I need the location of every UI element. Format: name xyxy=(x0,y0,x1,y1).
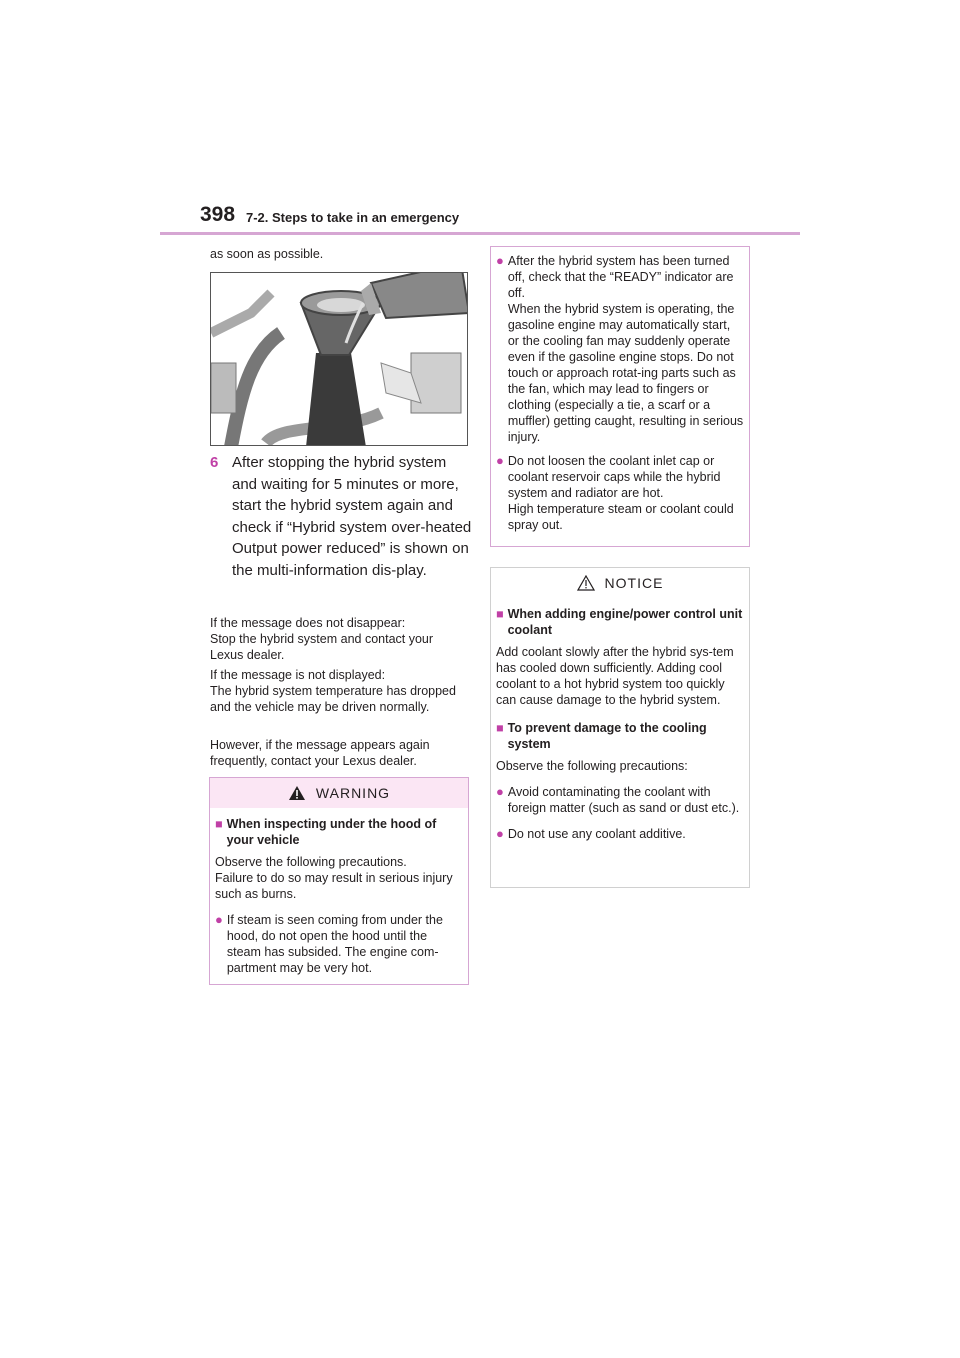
step-text: After stopping the hybrid system and waiting for 5 minutes or more, start the hybrid system again and check if “Hybrid system over-heated Output power reduced” is shown on the multi-information dis-play. xyxy=(232,454,472,579)
step-number: 6 xyxy=(210,454,219,471)
warning-title: WARNING xyxy=(315,785,391,801)
warning-header xyxy=(210,778,468,808)
page-number: 398 xyxy=(200,203,236,226)
however-text: However, if the message appears again frequently, contact your Lexus dealer. xyxy=(210,738,430,768)
section-title: 7-2. Steps to take in an emergency xyxy=(246,210,460,225)
notice-heading-1: ■ When adding engine/power control unit coolant xyxy=(496,607,743,637)
bullet-icon: ● xyxy=(496,784,504,799)
square-bullet-icon: ■ xyxy=(496,721,504,735)
warning-bullet: ● If steam is seen coming from under the hood, do not open the hood until the steam has subsided. The engine com-partment may be very hot. xyxy=(215,912,443,975)
warning-box-continued xyxy=(490,246,750,547)
warning-bullet: ● Do not loosen the coolant inlet cap or coolant reservoir caps while the hybrid system and radiator are hot. High temperature steam or coolant could spray out. xyxy=(496,453,734,532)
notice-text-1: Add coolant slowly after the hybrid sys-tem has cooled down sufficiently. Adding cool coolant to a hot hybrid system too quickly can cause damage to the hybrid system. xyxy=(496,645,734,707)
notice-header xyxy=(491,568,749,598)
warning-intro: Observe the following precautions. Failure to do so may result in serious injury such as burns. xyxy=(215,855,453,901)
warning-triangle-icon xyxy=(288,785,306,801)
intro-text: as soon as possible. xyxy=(210,247,324,261)
warning-bullet: ● After the hybrid system has been turned off, check that the “READY” indicator are off. When the hybrid system is operating, the gasoline engine may automatically start, or the cooling fan may suddenly operate even if the gasoline engine stops. Do not touch or approach rotat-ing parts such as the fan, which may lead to fingers or clothing (especially a tie, a scarf or a muffler) getting caught, resulting in serious injury. xyxy=(496,253,744,444)
coolant-filling-illustration xyxy=(210,272,468,446)
warning-box xyxy=(209,777,469,985)
notice-title: NOTICE xyxy=(604,575,664,591)
not-displayed-text: If the message is not displayed: The hybrid system temperature has dropped and the vehicle may be driven normally. xyxy=(210,668,456,714)
warning-heading: ■ When inspecting under the hood of your vehicle xyxy=(215,817,437,847)
step-6 xyxy=(210,452,472,581)
bullet-icon: ● xyxy=(496,826,504,841)
notice-heading-2: ■ To prevent damage to the cooling system xyxy=(496,721,707,751)
notice-box xyxy=(490,567,750,888)
not-disappear-text: If the message does not disappear: Stop the hybrid system and contact your Lexus dealer. xyxy=(210,616,434,662)
notice-bullet: ● Avoid contaminating the coolant with foreign matter (such as sand or dust etc.). xyxy=(496,784,740,815)
notice-triangle-icon xyxy=(577,575,595,591)
notice-intro-2: Observe the following precautions: xyxy=(496,759,688,773)
square-bullet-icon: ■ xyxy=(215,817,223,831)
notice-bullet: ● Do not use any coolant additive. xyxy=(496,826,686,841)
bullet-icon: ● xyxy=(496,253,504,268)
bullet-icon: ● xyxy=(215,912,223,927)
header-rule xyxy=(160,232,800,235)
square-bullet-icon: ■ xyxy=(496,607,504,621)
coolant-funnel-drawing xyxy=(211,273,468,446)
bullet-icon: ● xyxy=(496,453,504,468)
